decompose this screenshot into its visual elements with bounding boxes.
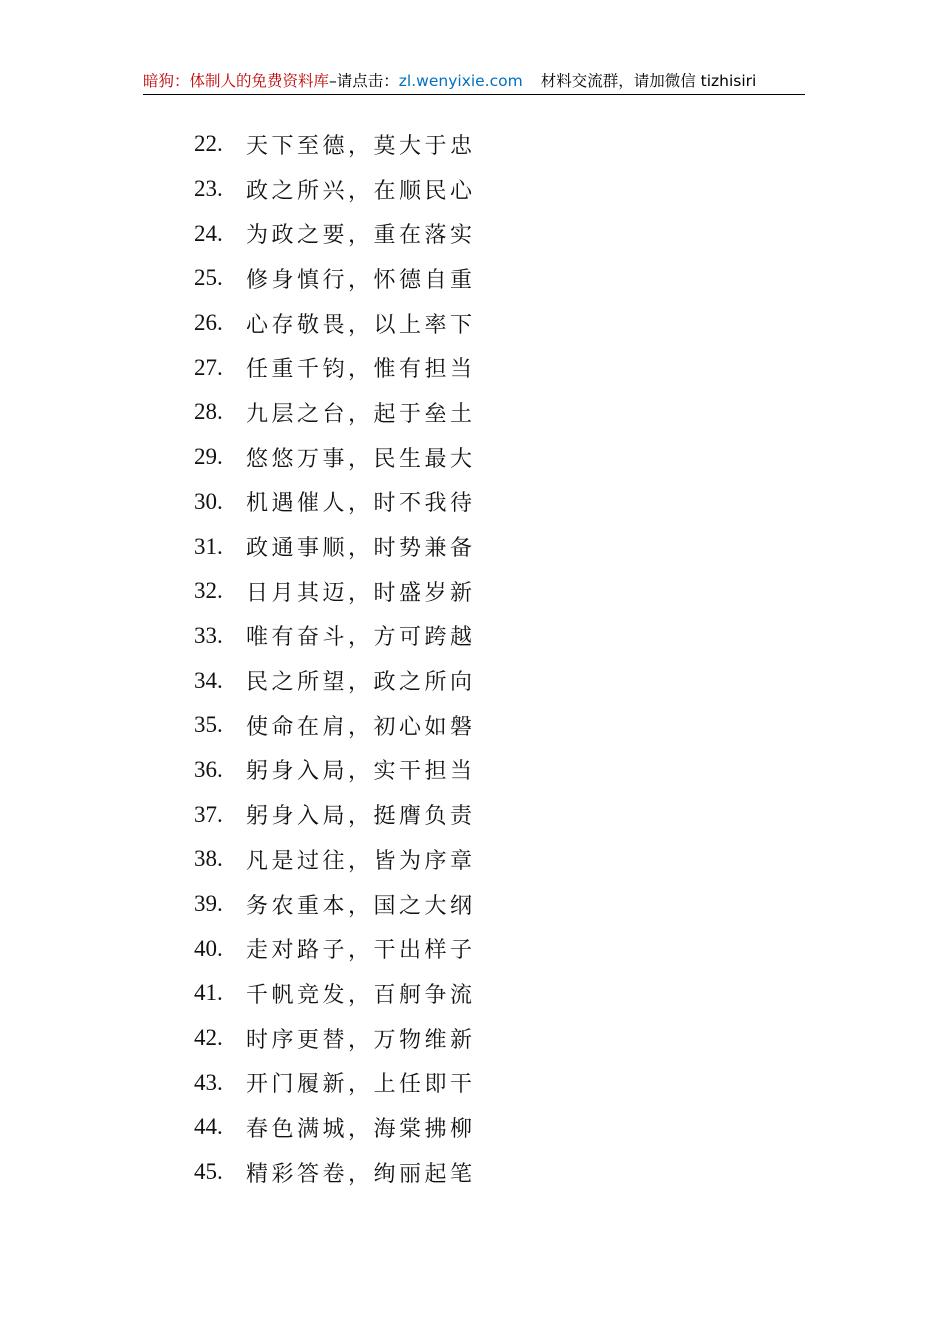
header-link[interactable]: zl.wenyixie.com: [398, 72, 523, 90]
item-phrase: 为政之要，重在落实: [246, 223, 476, 249]
item-number: 24.: [194, 220, 223, 246]
list-item: [194, 569, 476, 614]
item-number: 30.: [194, 488, 223, 514]
item-number: 34.: [194, 667, 223, 693]
list-item: [194, 256, 476, 301]
item-phrase: 悠悠万事，民生最大: [246, 446, 476, 472]
item-phrase: 躬身入局，挺膺负责: [246, 804, 476, 830]
item-phrase: 唯有奋斗，方可跨越: [246, 625, 476, 651]
header-brand: 暗狗：体制人的免费资料库: [143, 72, 330, 90]
list-item: [194, 614, 476, 659]
item-number: 26.: [194, 310, 223, 336]
list-item: [194, 926, 476, 971]
item-number: 38.: [194, 846, 223, 872]
list-item: [194, 1105, 476, 1150]
item-phrase: 千帆竞发，百舸争流: [246, 982, 476, 1008]
item-number: 27.: [194, 354, 223, 380]
item-number: 23.: [194, 176, 223, 202]
list-item: [194, 390, 476, 435]
item-number: 33.: [194, 622, 223, 648]
item-number: 41.: [194, 980, 223, 1006]
list-item: [194, 301, 476, 346]
list-item: [194, 345, 476, 390]
item-number: 22.: [194, 131, 223, 157]
list-item: [194, 211, 476, 256]
list-item: [194, 167, 476, 212]
list-item: [194, 748, 476, 793]
list-item: [194, 480, 476, 525]
item-phrase: 民之所望，政之所向: [246, 670, 476, 696]
item-number: 36.: [194, 756, 223, 782]
item-number: 35.: [194, 712, 223, 738]
page-header: [143, 68, 805, 95]
item-phrase: 天下至德，莫大于忠: [246, 133, 476, 159]
item-phrase: 政之所兴，在顺民心: [246, 178, 476, 204]
phrase-list: [194, 122, 476, 1195]
item-phrase: 心存敬畏，以上率下: [246, 312, 476, 338]
list-item: [194, 792, 476, 837]
item-number: 44.: [194, 1114, 223, 1140]
item-phrase: 修身慎行，怀德自重: [246, 267, 476, 293]
list-item: [194, 837, 476, 882]
list-item: [194, 971, 476, 1016]
item-phrase: 开门履新，上任即干: [246, 1072, 476, 1098]
item-number: 39.: [194, 891, 223, 917]
item-number: 45.: [194, 1159, 223, 1185]
list-item: [194, 658, 476, 703]
item-phrase: 躬身入局，实干担当: [246, 759, 476, 785]
item-phrase: 春色满城，海棠拂柳: [246, 1116, 476, 1142]
header-wechat-note: 材料交流群，请加微信 tizhisiri: [540, 72, 757, 90]
item-number: 29.: [194, 444, 223, 470]
item-number: 28.: [194, 399, 223, 425]
item-number: 37.: [194, 801, 223, 827]
item-phrase: 政通事顺，时势兼备: [246, 536, 476, 562]
item-phrase: 走对路子，干出样子: [246, 938, 476, 964]
list-item: [194, 122, 476, 167]
item-number: 25.: [194, 265, 223, 291]
list-item: [194, 524, 476, 569]
item-number: 40.: [194, 935, 223, 961]
list-item: [194, 435, 476, 480]
list-item: [194, 1150, 476, 1195]
item-number: 32.: [194, 578, 223, 604]
item-phrase: 凡是过往，皆为序章: [246, 848, 476, 874]
list-item: [194, 1016, 476, 1061]
list-item: [194, 703, 476, 748]
item-phrase: 务农重本，国之大纲: [246, 893, 476, 919]
list-item: [194, 882, 476, 927]
item-phrase: 使命在肩，初心如磐: [246, 714, 476, 740]
item-number: 31.: [194, 533, 223, 559]
list-item: [194, 1060, 476, 1105]
item-number: 43.: [194, 1069, 223, 1095]
header-click-prefix: –请点击：: [329, 72, 399, 90]
item-phrase: 机遇催人，时不我待: [246, 491, 476, 517]
item-phrase: 日月其迈，时盛岁新: [246, 580, 476, 606]
item-phrase: 任重千钧，惟有担当: [246, 357, 476, 383]
item-number: 42.: [194, 1025, 223, 1051]
item-phrase: 时序更替，万物维新: [246, 1027, 476, 1053]
item-phrase: 精彩答卷，绚丽起笔: [246, 1161, 476, 1187]
item-phrase: 九层之台，起于垒土: [246, 401, 476, 427]
